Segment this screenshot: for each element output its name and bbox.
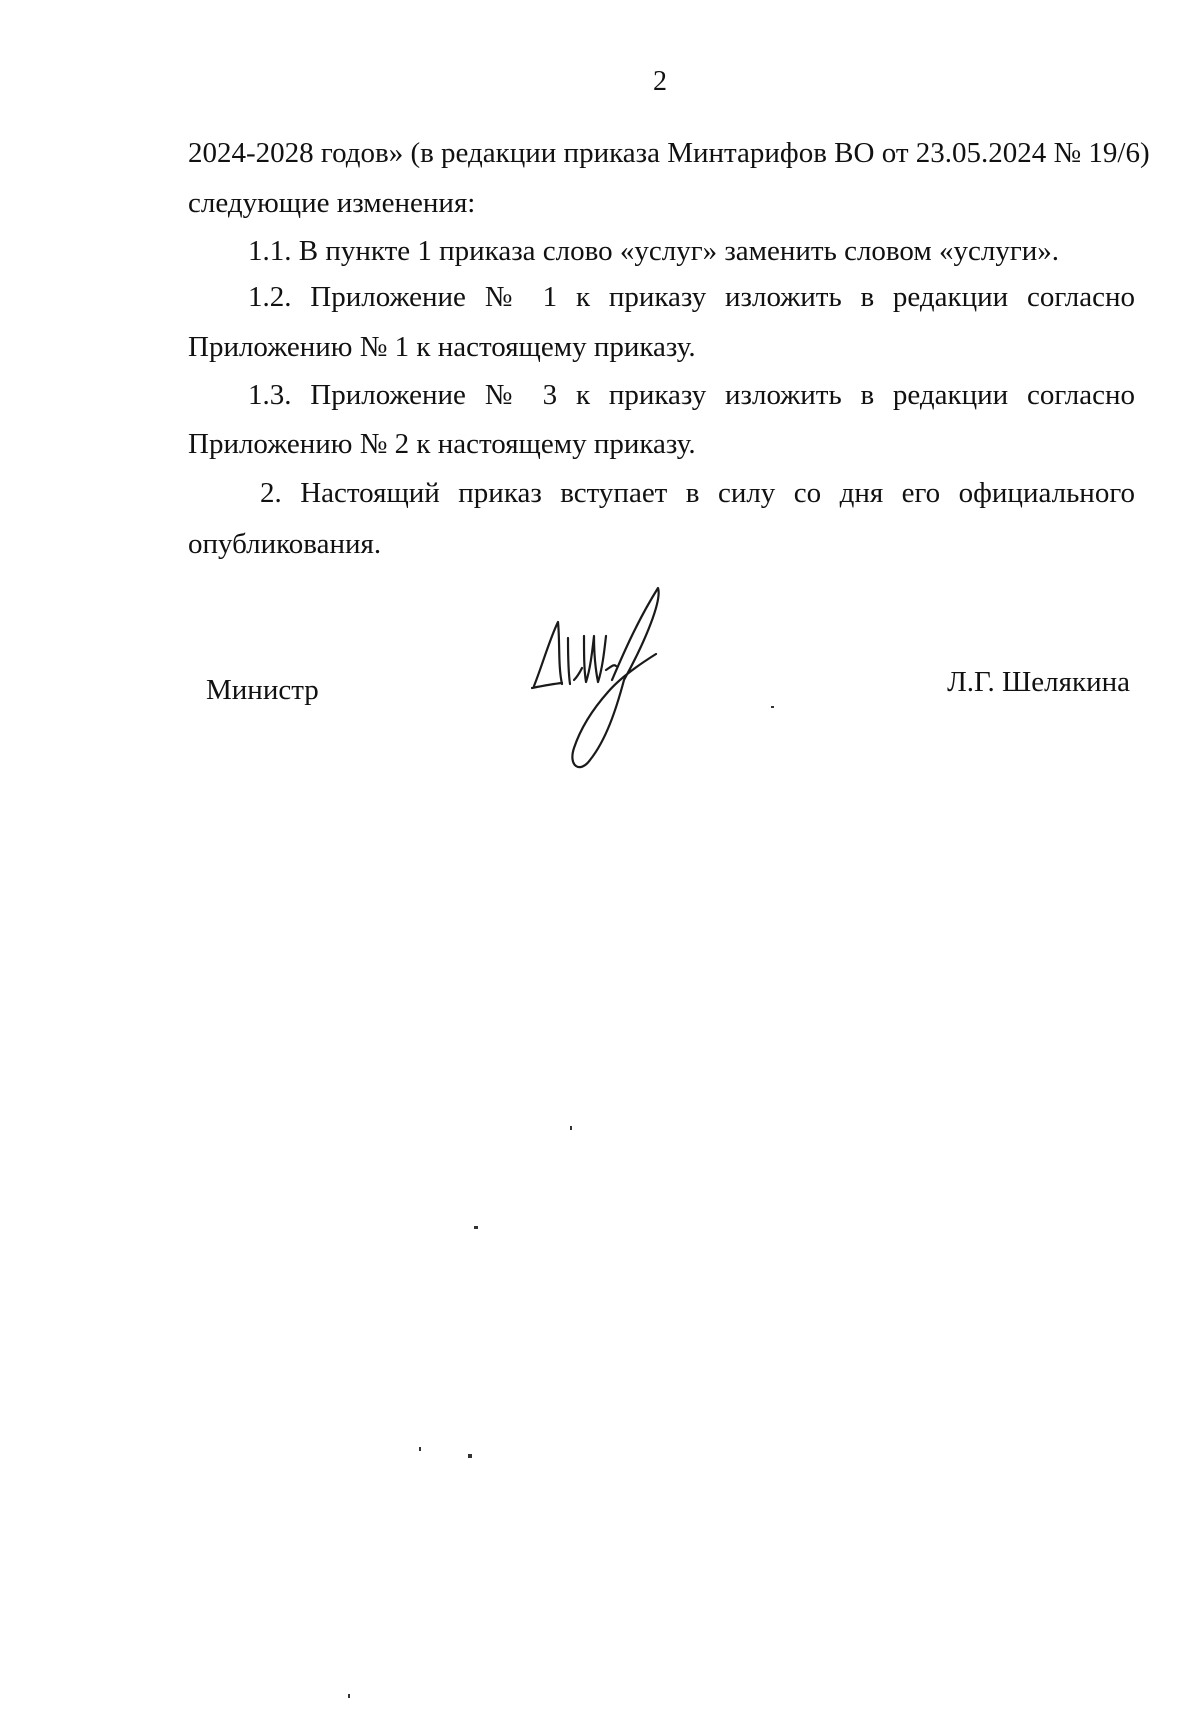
scan-speck <box>348 1694 350 1698</box>
signatory-title: Министр <box>206 674 319 706</box>
body-line-5: Приложению № 1 к настоящему приказу. <box>188 331 696 363</box>
body-line-4: 1.2. Приложение № 1 к приказу изложить в редакции согласно <box>248 281 1135 313</box>
signature-image <box>528 580 668 775</box>
signatory-name: Л.Г. Шелякина <box>947 666 1130 698</box>
body-line-3: 1.1. В пункте 1 приказа слово «услуг» заменить словом «услуги». <box>248 235 1059 267</box>
body-line-6: 1.3. Приложение № 3 к приказу изложить в редакции согласно <box>248 379 1135 411</box>
scan-speck <box>468 1454 472 1458</box>
body-line-2: следующие изменения: <box>188 187 476 219</box>
scan-speck <box>570 1126 572 1130</box>
page-number: 2 <box>653 66 667 97</box>
body-line-8: 2. Настоящий приказ вступает в силу со дня его официального <box>260 477 1135 509</box>
body-line-7: Приложению № 2 к настоящему приказу. <box>188 428 696 460</box>
scan-speck <box>771 706 774 708</box>
scan-speck <box>474 1226 478 1229</box>
scan-speck <box>419 1447 421 1451</box>
body-line-1: 2024-2028 годов» (в редакции приказа Минтарифов ВО от 23.05.2024 № 19/6) <box>188 137 1150 169</box>
body-line-9: опубликования. <box>188 528 382 560</box>
